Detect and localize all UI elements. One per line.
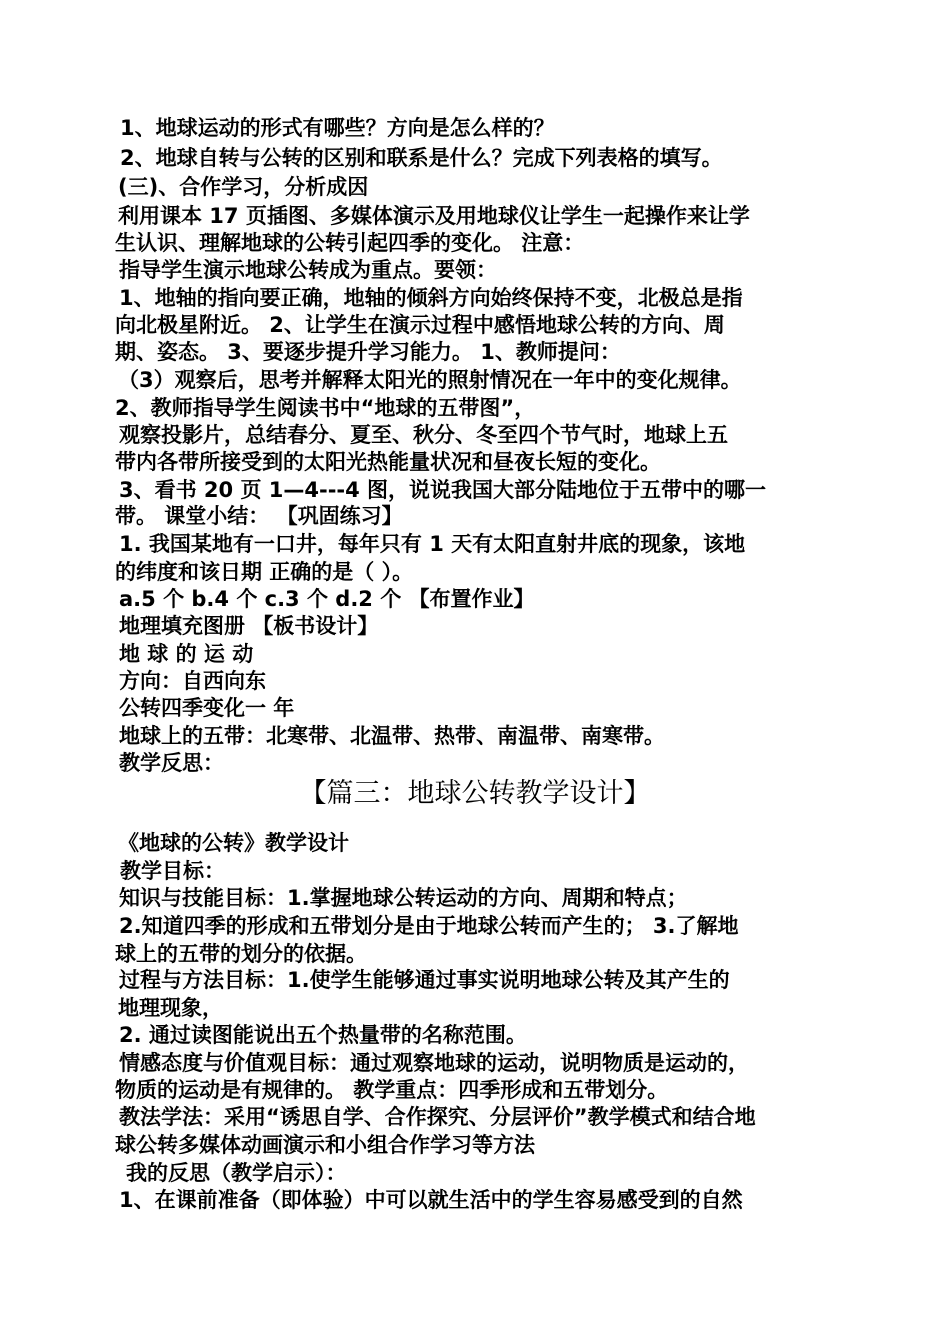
text-line: 期、姿态。 3、要逐步提升学习能力。 1、教师提问：: [115, 340, 621, 364]
text-line: 我的反思（教学启示）：: [126, 1161, 347, 1185]
text-line: 球上的五带的划分的依据。: [115, 942, 367, 966]
text-line: 教法学法：采用“诱思自学、合作探究、分层评价”教学模式和结合地: [119, 1105, 756, 1129]
text-line: 带内各带所接受到的太阳光热能量状况和昼夜长短的变化。: [115, 450, 661, 474]
text-line: 过程与方法目标：1.使学生能够通过事实说明地球公转及其产生的: [119, 968, 730, 992]
text-line: 教学目标：: [120, 859, 225, 883]
text-line: 地理填充图册 【板书设计】: [119, 614, 379, 638]
text-line: 《地球的公转》教学设计: [118, 831, 349, 855]
text-line: 物质的运动是有规律的。 教学重点：四季形成和五带划分。: [115, 1078, 669, 1102]
text-line: a.5 个 b.4 个 c.3 个 d.2 个 【布置作业】: [119, 587, 535, 611]
text-line: 3、看书 20 页 1—4---4 图，说说我国大部分陆地位于五带中的哪一: [119, 478, 767, 502]
text-line: 的纬度和该日期 正确的是（ ）。: [115, 560, 414, 584]
text-line: 观察投影片，总结春分、夏至、秋分、冬至四个节气时，地球上五: [119, 423, 728, 447]
text-line: 2、地球自转与公转的区别和联系是什么？完成下列表格的填写。: [120, 146, 723, 170]
text-line: （3）观察后，思考并解释太阳光的照射情况在一年中的变化规律。: [118, 368, 742, 392]
text-line: 2、教师指导学生阅读书中“地球的五带图”，: [115, 396, 536, 420]
text-line: 向北极星附近。 2、让学生在演示过程中感悟地球公转的方向、周: [115, 313, 725, 337]
text-line: 地 球 的 运 动: [119, 642, 254, 666]
text-line: 方向：自西向东: [119, 669, 266, 693]
text-line: 利用课本 17 页插图、多媒体演示及用地球仪让学生一起操作来让学: [118, 204, 750, 228]
text-line: 地理现象，: [118, 996, 223, 1020]
text-line: 2.知道四季的形成和五带划分是由于地球公转而产生的； 3.了解地: [119, 914, 739, 938]
text-line: 地球上的五带：北寒带、北温带、热带、南温带、南寒带。: [119, 724, 665, 748]
text-line: 生认识、理解地球的公转引起四季的变化。 注意：: [115, 231, 585, 255]
text-line: (三)、合作学习，分析成因: [118, 175, 369, 199]
text-line: 情感态度与价值观目标：通过观察地球的运动，说明物质是运动的，: [119, 1051, 749, 1075]
text-line: 知识与技能目标：1.掌握地球公转运动的方向、周期和特点；: [119, 886, 688, 910]
text-line: 2. 通过读图能说出五个热量带的名称范围。: [119, 1023, 527, 1047]
text-line: 指导学生演示地球公转成为重点。要领：: [119, 258, 497, 282]
text-line: 教学反思：: [119, 751, 224, 775]
text-line: 带。 课堂小结： 【巩固练习】: [115, 504, 403, 528]
text-line: 公转四季变化一 年: [119, 696, 295, 720]
section-heading: 【篇三：地球公转教学设计】: [299, 778, 651, 809]
text-line: 1. 我国某地有一口井，每年只有 1 天有太阳直射井底的现象，该地: [119, 532, 746, 556]
text-line: 1、地球运动的形式有哪些？方向是怎么样的？: [120, 116, 555, 140]
text-line: 球公转多媒体动画演示和小组合作学习等方法: [115, 1133, 535, 1157]
text-line: 1、在课前准备（即体验）中可以就生活中的学生容易感受到的自然: [119, 1188, 743, 1212]
text-line: 1、地轴的指向要正确，地轴的倾斜方向始终保持不变，北极总是指: [119, 286, 743, 310]
